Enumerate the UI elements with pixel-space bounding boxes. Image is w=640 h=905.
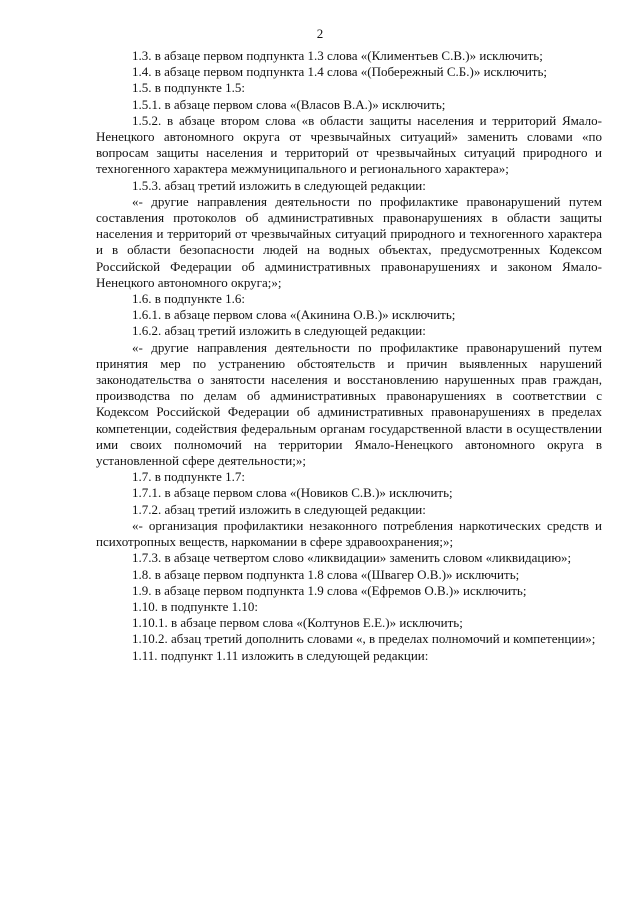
paragraph-1-3: 1.3. в абзаце первом подпункта 1.3 слова «(Климентьев С.В.)» исключить; — [132, 48, 543, 63]
paragraph-1-7-2: 1.7.2. абзац третий изложить в следующей редакции: — [132, 501, 426, 517]
paragraph-1-7-1: 1.7.1. в абзаце первом слова «(Новиков С.В.)» исключить; — [132, 485, 453, 501]
quoted-text-1-5-3: «- другие направления деятельности по профилактике правонарушений путем составления протоколов об административных правонарушениях в области защиты населения и территорий от чрезвычайных ситуаций природного и техногенного характера и в области безопасности людей на водных объектах, предусмотренных Кодексом Российской Федерации об административных правонарушениях и законом Ямало-Ненецкого автономного округа;»; — [96, 193, 602, 290]
paragraph-1-7: 1.7. в подпункте 1.7: — [132, 469, 245, 485]
paragraph-1-6: 1.6. в подпункте 1.6: — [132, 291, 245, 307]
document-body — [96, 48, 602, 664]
paragraph-1-5: 1.5. в подпункте 1.5: — [132, 80, 245, 96]
quoted-text-1-7-2: «- организация профилактики незаконного потребления наркотических средств и психотропных веществ, наркомании в сфере здравоохранения;»; — [96, 517, 602, 550]
paragraph-1-7-3: 1.7.3. в абзаце четвертом слово «ликвидации» заменить словом «ликвидацию»; — [132, 550, 572, 566]
paragraph-1-5-2: 1.5.2. в абзаце втором слова «в области защиты населения и территорий Ямало-Ненецкого автономного округа от чрезвычайных ситуаций» заменить словами «по вопросам защиты населения и территорий от чрезвычайных ситуаций природного и техногенного характера межмуниципального и регионального характера»; — [96, 112, 602, 177]
paragraph-1-9: 1.9. в абзаце первом подпункта 1.9 слова «(Ефремов О.В.)» исключить; — [132, 582, 527, 598]
paragraph-1-10-1: 1.10.1. в абзаце первом слова «(Колтунов Е.Е.)» исключить; — [132, 615, 463, 631]
paragraph-1-10: 1.10. в подпункте 1.10: — [132, 598, 258, 614]
paragraph-1-8: 1.8. в абзаце первом подпункта 1.8 слова «(Швагер О.В.)» исключить; — [132, 566, 520, 582]
paragraph-1-11: 1.11. подпункт 1.11 изложить в следующей редакции: — [132, 647, 429, 663]
paragraph-1-5-3: 1.5.3. абзац третий изложить в следующей редакции: — [132, 177, 426, 193]
quoted-text-1-6-2: «- другие направления деятельности по профилактике правонарушений путем принятия мер по устранению обстоятельств и причин выявленных нарушений законодательства о занятости населения и восстановлению нарушенных прав граждан, производства по делам об административных правонарушениях в соответствии с Кодексом Российской Федерации об административных правонарушениях в пределах компетенции, содействия федеральным органам государственной власти в осуществлении ими своих полномочий на территории Ямало-Ненецкого автономного округа в установленной сфере деятельности;»; — [96, 339, 602, 469]
paragraph-1-6-2: 1.6.2. абзац третий изложить в следующей редакции: — [132, 323, 426, 339]
paragraph-1-10-2: 1.10.2. абзац третий дополнить словами «, в пределах полномочий и компетенции»; — [132, 631, 596, 647]
paragraph-1-5-1: 1.5.1. в абзаце первом слова «(Власов В.А.)» исключить; — [132, 96, 446, 112]
paragraph-1-6-1: 1.6.1. в абзаце первом слова «(Акинина О.В.)» исключить; — [132, 307, 456, 323]
page-number: 2 — [316, 26, 324, 41]
paragraph-1-4: 1.4. в абзаце первом подпункта 1.4 слова «(Побережный С.Б.)» исключить; — [132, 64, 548, 80]
